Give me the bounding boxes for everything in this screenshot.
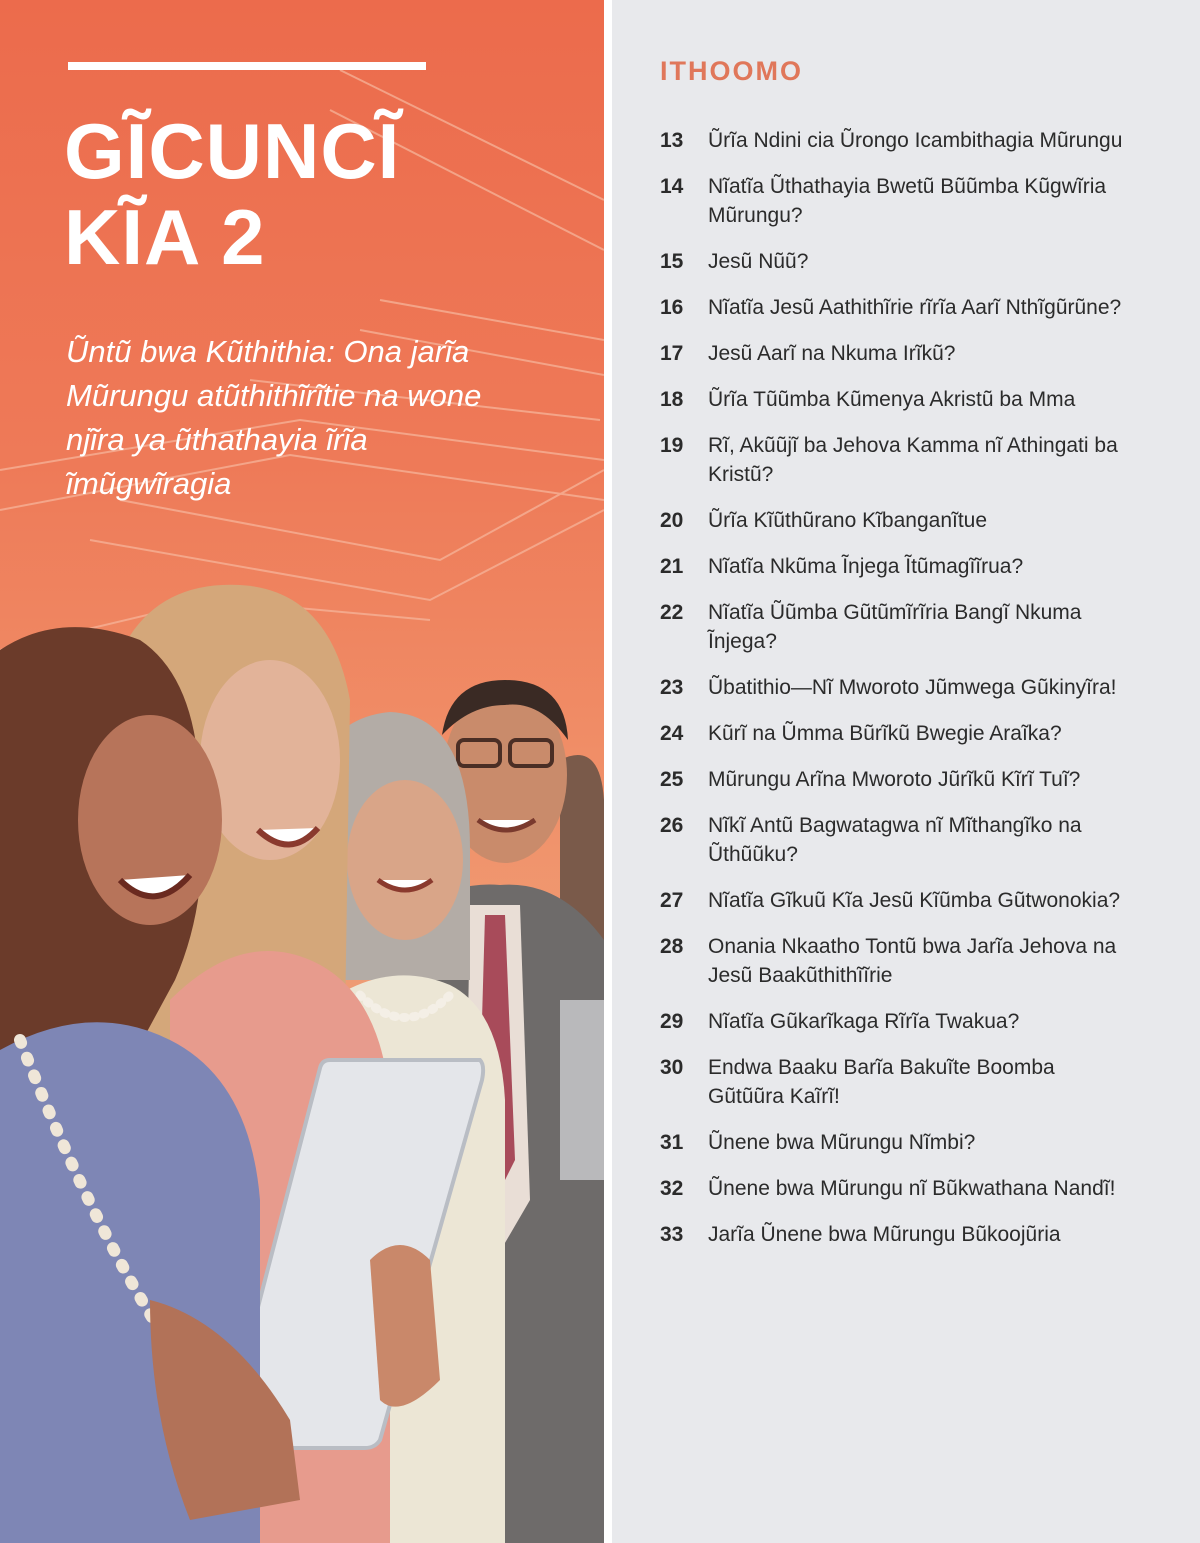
toc-item-title: Onania Nkaatho Tontũ bwa Jarĩa Jehova na Jesũ Baakũthithĩĩrie (708, 935, 1117, 987)
toc-item-number: 23 (660, 676, 684, 699)
toc-item[interactable] (660, 598, 1180, 656)
toc-item-title: Jesũ Nũũ? (708, 250, 809, 273)
toc-item-title: Nĩatĩa Gĩkuũ Kĩa Jesũ Kĩũmba Gũtwonokia? (708, 889, 1121, 912)
toc-item-number: 17 (660, 342, 684, 365)
toc-item-number: 15 (660, 250, 684, 273)
chapter-title-line1: GĨCUNCĨ (64, 107, 401, 195)
toc-item-number: 16 (660, 296, 684, 319)
chapter-title (64, 108, 400, 280)
toc-item-title: Nĩatĩa Gũkarĩkaga Rĩrĩa Twakua? (708, 1010, 1020, 1033)
toc-item-title: Nĩkĩ Antũ Bagwatagwa nĩ Mĩthangĩko na Ũthũũku? (708, 814, 1082, 866)
toc-item-number: 14 (660, 175, 684, 198)
toc-item[interactable] (660, 1128, 1180, 1157)
toc-item-number: 29 (660, 1010, 684, 1033)
toc-item-number: 21 (660, 555, 684, 578)
toc-item-number: 20 (660, 509, 684, 532)
toc-item-number: 24 (660, 722, 684, 745)
toc-item-number: 30 (660, 1056, 684, 1079)
toc-item-number: 25 (660, 768, 684, 791)
toc-item-title: Jesũ Aarĩ na Nkuma Irĩkũ? (708, 342, 956, 365)
toc-item[interactable] (660, 126, 1180, 155)
toc-item-number: 32 (660, 1177, 684, 1200)
toc-item-number: 18 (660, 388, 684, 411)
toc-item-title: Ũnene bwa Mũrungu Nĩmbi? (708, 1131, 976, 1154)
chapter-subtitle: Ũntũ bwa Kũthithia: Ona jarĩa Mũrungu atũthithĩrĩtie na wone njĩra ya ũthathayia ĩrĩa ĩmũgwĩragia (66, 334, 482, 501)
toc-item[interactable] (660, 811, 1180, 869)
toc-item-title: Nĩatĩa Ũũmba Gũtũmĩrĩria Bangĩ Nkuma Ĩnjega? (708, 601, 1082, 653)
toc-item[interactable] (660, 719, 1180, 748)
toc-item-number: 19 (660, 434, 684, 457)
toc-item-number: 31 (660, 1131, 684, 1154)
toc-item[interactable] (660, 552, 1180, 581)
toc-item[interactable] (660, 1174, 1180, 1203)
toc-item[interactable] (660, 293, 1180, 322)
chapter-title-line2: KĨA 2 (64, 193, 266, 281)
toc-item-title: Ũrĩa Ndini cia Ũrongo Icambithagia Mũrungu (708, 129, 1123, 152)
toc-item[interactable] (660, 886, 1180, 915)
toc-item-title: Jarĩa Ũnene bwa Mũrungu Bũkoojũria (708, 1223, 1061, 1246)
toc-item-title: Rĩ, Akũũjĩ ba Jehova Kamma nĩ Athingati ba Kristũ? (708, 434, 1118, 486)
toc-item-number: 26 (660, 814, 684, 837)
toc-item[interactable] (660, 1007, 1180, 1036)
toc-item[interactable] (660, 506, 1180, 535)
toc-item[interactable] (660, 431, 1180, 489)
toc-item-number: 33 (660, 1223, 684, 1246)
toc-item[interactable] (660, 765, 1180, 794)
toc-item[interactable] (660, 385, 1180, 414)
toc-item-number: 27 (660, 889, 684, 912)
toc-item-number: 13 (660, 129, 684, 152)
toc-item[interactable] (660, 247, 1180, 276)
toc-item-title: Nĩatĩa Nkũma Ĩnjega Ĩtũmagĩĩrua? (708, 555, 1024, 578)
toc-item-title: Mũrungu Arĩna Mworoto Jũrĩkũ Kĩrĩ Tuĩ? (708, 768, 1081, 791)
toc-item[interactable] (660, 932, 1180, 990)
title-rule (68, 62, 426, 70)
toc-item-title: Ũbatithio—Nĩ Mworoto Jũmwega Gũkinyĩra! (708, 676, 1117, 699)
toc-item-title: Ũrĩa Tũũmba Kũmenya Akristũ ba Mma (708, 388, 1076, 411)
toc-item[interactable] (660, 1220, 1180, 1249)
toc-item[interactable] (660, 339, 1180, 368)
toc-list (660, 126, 1180, 1266)
toc-item-title: Ũrĩa Kĩũthũrano Kĩbanganĩtue (708, 509, 988, 532)
toc-item-title: Nĩatĩa Jesũ Aathithĩrie rĩrĩa Aarĩ Nthĩgũrũne? (708, 296, 1122, 319)
toc-item[interactable] (660, 172, 1180, 230)
toc-item-title: Endwa Baaku Barĩa Bakuĩte Boomba Gũtũũra Kaĩrĩ! (708, 1056, 1055, 1108)
toc-item-title: Ũnene bwa Mũrungu nĩ Bũkwathana Nandĩ! (708, 1177, 1116, 1200)
toc-item-title: Kũrĩ na Ũmma Bũrĩkũ Bwegie Araĩka? (708, 722, 1062, 745)
toc-item-number: 22 (660, 601, 684, 624)
toc-heading: ITHOOMO (660, 56, 803, 86)
toc-item[interactable] (660, 673, 1180, 702)
toc-item[interactable] (660, 1053, 1180, 1111)
toc-item-number: 28 (660, 935, 684, 958)
toc-item-title: Nĩatĩa Ũthathayia Bwetũ Bũũmba Kũgwĩria Mũrungu? (708, 175, 1107, 227)
